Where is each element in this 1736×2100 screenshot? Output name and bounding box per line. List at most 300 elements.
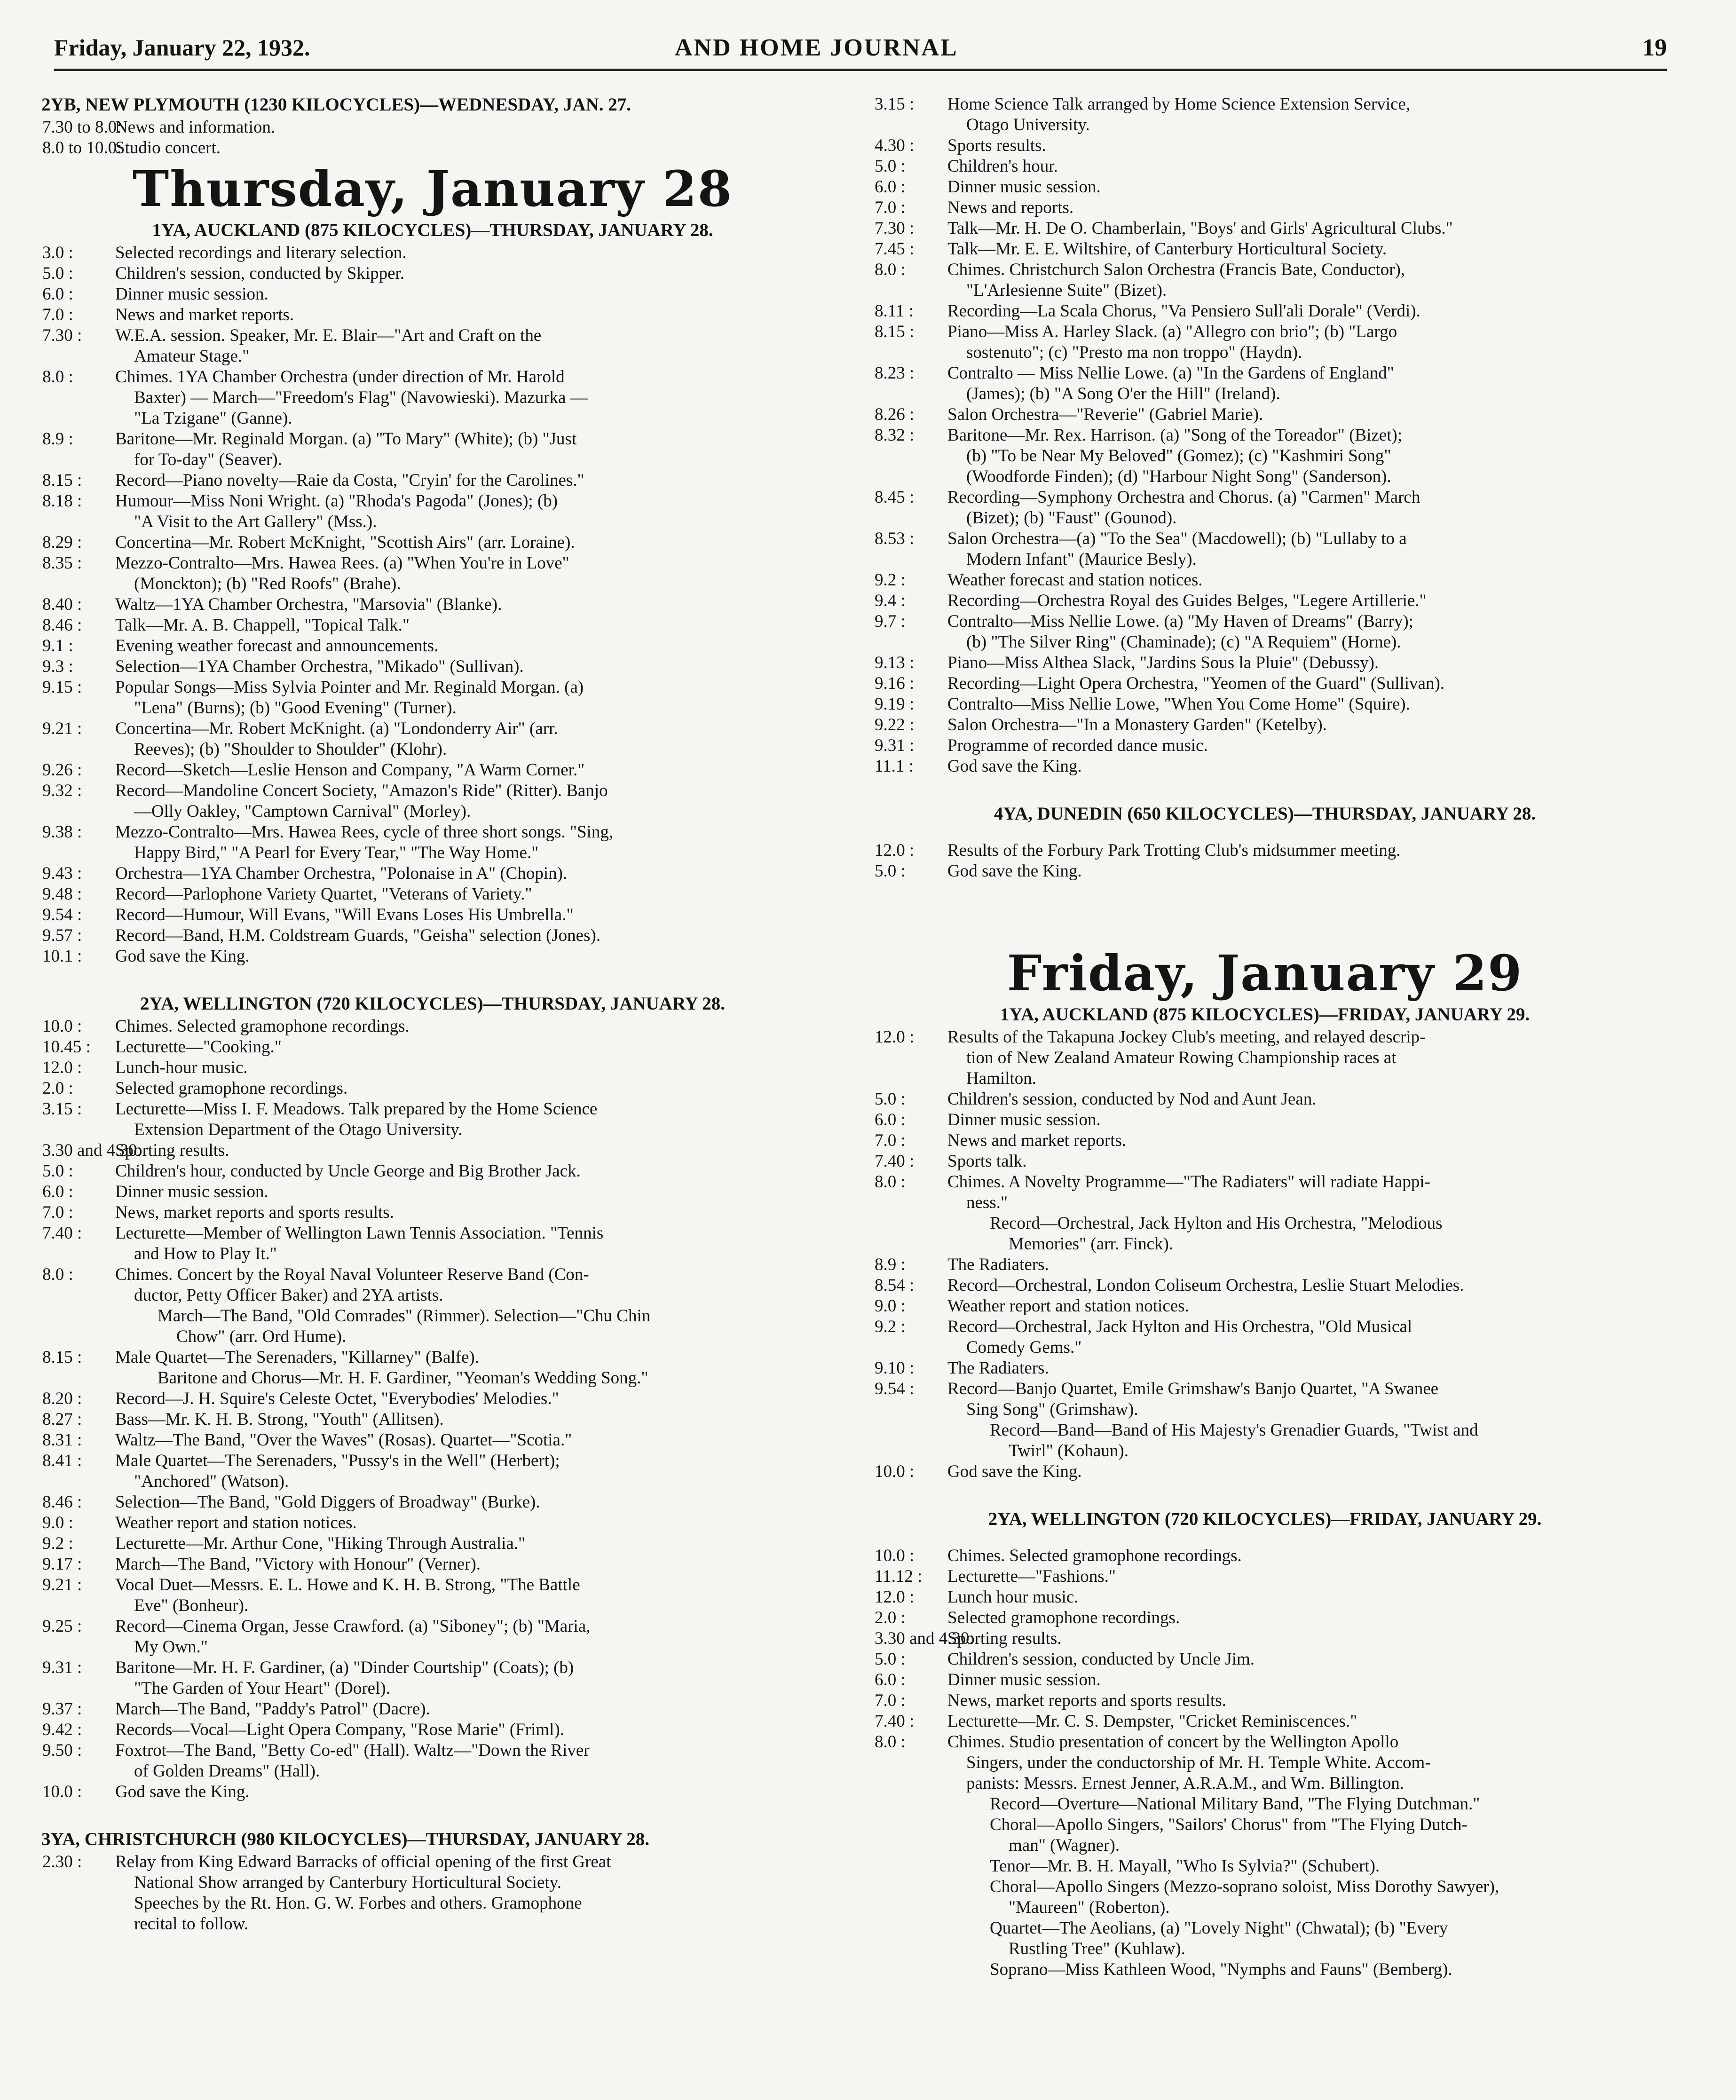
programme-entry — [33, 1347, 832, 1368]
entry-line: Concertina—Mr. Robert McKnight. (a) "Londonderry Air" (arr. — [115, 719, 558, 738]
entry-time: 7.0 : — [42, 305, 73, 324]
entry-description — [947, 1546, 1665, 1566]
entry-line: Lunch-hour music. — [115, 1058, 248, 1077]
entry-description — [947, 239, 1665, 260]
programme-entry — [33, 822, 832, 863]
entry-time: 9.2 : — [875, 570, 906, 590]
programme-entry — [865, 1110, 1665, 1130]
entry-description — [115, 1699, 832, 1720]
entry-description — [947, 570, 1665, 591]
programme-entry — [33, 781, 832, 822]
entry-time: 10.0 : — [875, 1462, 915, 1481]
entry-line: Home Science Talk arranged by Home Science Extension Service, — [947, 95, 1411, 114]
entry-line: Chow" (arr. Ord Hume). — [176, 1327, 347, 1346]
entry-description — [115, 718, 832, 760]
entry-time: 9.37 : — [42, 1699, 82, 1719]
entry-time: 9.48 : — [42, 884, 82, 904]
entry-time: 12.0 : — [875, 1027, 915, 1047]
day-heading: Thursday, January 28 — [132, 160, 733, 218]
programme-entry — [33, 305, 832, 325]
entry-line: News and market reports. — [947, 1131, 1127, 1150]
entry-description — [115, 243, 832, 263]
entry-time: 9.19 : — [875, 695, 915, 714]
entry-time: 8.54 : — [875, 1276, 915, 1295]
entry-description — [115, 1161, 832, 1182]
entry-line: Humour—Miss Noni Wright. (a) "Rhoda's Pagoda" (Jones); (b) — [115, 491, 558, 511]
station-heading: 2YA, WELLINGTON (720 KILOCYCLES)—THURSDAY, JANUARY 28. — [140, 994, 725, 1014]
entry-line: Record—Humour, Will Evans, "Will Evans Loses His Umbrella." — [115, 905, 574, 924]
entry-time: 7.30 to 8.0: — [42, 118, 122, 137]
entry-line: Waltz—1YA Chamber Orchestra, "Marsovia" (Blanke). — [115, 595, 502, 614]
programme-entry — [865, 1296, 1665, 1317]
entry-description — [115, 367, 832, 429]
entry-time: 8.23 : — [875, 363, 915, 383]
entry-time: 7.30 : — [875, 219, 915, 238]
entry-description — [115, 1264, 832, 1306]
entry-time: 8.9 : — [875, 1255, 906, 1274]
entry-line: Speeches by the Rt. Hon. G. W. Forbes and others. Gramophone — [134, 1894, 582, 1913]
entry-line: Choral—Apollo Singers, "Sailors' Chorus" from "The Flying Dutch- — [990, 1815, 1468, 1834]
entry-description — [115, 1223, 832, 1264]
programme-entry — [865, 611, 1665, 653]
entry-time: 12.0 : — [42, 1058, 82, 1077]
entry-description — [947, 1358, 1665, 1379]
programme-entry — [865, 1815, 1665, 1856]
entry-description — [947, 1317, 1665, 1358]
entry-line: Baritone—Mr. H. F. Gardiner, (a) "Dinder Courtship" (Coats); (b) — [115, 1658, 574, 1677]
entry-time — [865, 1815, 947, 1856]
entry-line: Lecturette—Member of Wellington Lawn Tennis Association. "Tennis — [115, 1224, 604, 1243]
entry-line: Chimes. Selected gramophone recordings. — [947, 1546, 1242, 1565]
programme-entry — [33, 138, 832, 158]
entry-time: 8.46 : — [42, 1492, 82, 1512]
entry-line: of Golden Dreams" (Hall). — [134, 1761, 320, 1781]
journal-title: AND HOME JOURNAL — [675, 34, 958, 61]
station-heading: 1YA, AUCKLAND (875 KILOCYCLES)—FRIDAY, JANUARY 29. — [1000, 1004, 1530, 1025]
entry-time: 9.17 : — [42, 1555, 82, 1574]
entry-line: Children's hour. — [947, 157, 1058, 176]
entry-line: News, market reports and sports results. — [115, 1203, 394, 1222]
entry-description — [947, 1089, 1665, 1110]
programme-entry — [33, 1016, 832, 1037]
entry-time: 8.26 : — [875, 405, 915, 424]
programme-entry — [865, 1420, 1665, 1461]
entry-description — [947, 861, 1665, 882]
programme-entry — [865, 1089, 1665, 1110]
programme-entry — [33, 243, 832, 263]
entry-line: (b) "The Silver Ring" (Chaminade); (c) "A Requiem" (Horne). — [966, 632, 1401, 652]
programme-entry — [33, 284, 832, 305]
entry-line: Contralto — Miss Nellie Lowe. (a) "In the Gardens of England" — [947, 363, 1394, 383]
entry-time: 7.30 : — [42, 326, 82, 345]
entry-line: (Woodforde Finden); (d) "Harbour Night Song" (Sanderson). — [966, 467, 1391, 486]
entry-description — [115, 491, 832, 532]
entry-time: 8.0 : — [875, 1172, 906, 1192]
entry-line: Reeves); (b) "Shoulder to Shoulder" (Klohr). — [134, 740, 447, 759]
programme-entry — [865, 1794, 1665, 1815]
programme-entry — [33, 263, 832, 284]
entry-time: 9.2 : — [42, 1534, 73, 1553]
entry-line: Chimes. Christchurch Salon Orchestra (Francis Bate, Conductor), — [947, 260, 1405, 279]
entry-description — [115, 1140, 832, 1161]
entry-line: God save the King. — [947, 757, 1082, 776]
entry-description — [115, 1533, 832, 1554]
programme-entry — [865, 1275, 1665, 1296]
left-column — [33, 94, 832, 1934]
entry-line: and How to Play It." — [134, 1244, 277, 1263]
programme-entry — [865, 1690, 1665, 1711]
entry-time: 9.57 : — [42, 926, 82, 945]
entry-time — [865, 1918, 947, 1959]
entry-description — [947, 1461, 1665, 1482]
entry-description — [115, 553, 832, 594]
entry-time: 9.54 : — [875, 1379, 915, 1398]
entry-time: 6.0 : — [875, 177, 906, 197]
entry-line: Results of the Takapuna Jockey Club's meeting, and relayed descrip- — [947, 1027, 1426, 1047]
entry-line: Record—Piano novelty—Raie da Costa, "Cryin' for the Carolines." — [115, 471, 584, 490]
entry-description — [947, 135, 1665, 156]
entry-line: (b) "To be Near My Beloved" (Gomez); (c) "Kashmiri Song" — [966, 446, 1391, 466]
entry-time: 10.1 : — [42, 947, 82, 966]
entry-line: National Show arranged by Canterbury Horticultural Society. — [134, 1873, 561, 1892]
entry-time: 5.0 : — [875, 157, 906, 176]
entry-line: (Bizet); (b) "Faust" (Gounod). — [966, 508, 1177, 528]
entry-line: "La Tzigane" (Ganne). — [134, 409, 292, 428]
entry-line: Sporting results. — [947, 1629, 1062, 1648]
entry-line: Children's session, conducted by Skipper. — [115, 264, 405, 283]
entry-time: 8.41 : — [42, 1451, 82, 1470]
programme-entry — [33, 1616, 832, 1658]
programme-entry — [865, 1461, 1665, 1482]
programme-entry — [33, 884, 832, 905]
entry-time: 9.21 : — [42, 1575, 82, 1595]
programme-entry — [33, 553, 832, 594]
entry-line: Recording—Light Opera Orchestra, "Yeomen of the Guard" (Sullivan). — [947, 674, 1445, 693]
programme-entry — [865, 715, 1665, 735]
entry-time: 7.40 : — [875, 1712, 915, 1731]
entry-time: 12.0 : — [875, 1587, 915, 1607]
entry-line: Lecturette—"Fashions." — [947, 1567, 1116, 1586]
entry-time: 8.0 : — [875, 260, 906, 279]
entry-description — [947, 1794, 1665, 1815]
entry-time: 5.0 : — [42, 264, 73, 283]
programme-entry — [33, 1058, 832, 1078]
programme-entry — [33, 1264, 832, 1306]
entry-line: Record—Cinema Organ, Jesse Crawford. (a) "Siboney"; (b) "Maria, — [115, 1617, 591, 1636]
entry-description — [947, 425, 1665, 487]
entry-description — [947, 1027, 1665, 1089]
entry-description — [115, 1347, 832, 1368]
entry-time: 9.31 : — [875, 736, 915, 755]
entry-time: 9.16 : — [875, 674, 915, 693]
entry-line: Waltz—The Band, "Over the Waves" (Rosas). Quartet—"Scotia." — [115, 1430, 572, 1450]
page-number: 19 — [1642, 34, 1667, 61]
entry-line: News, market reports and sports results. — [947, 1691, 1226, 1710]
entry-description — [947, 653, 1665, 673]
entry-description — [947, 218, 1665, 239]
entry-description — [947, 1877, 1665, 1918]
issue-date: Friday, January 22, 1932. — [54, 34, 310, 61]
entry-line: March—The Band, "Paddy's Patrol" (Dacre). — [115, 1699, 430, 1719]
entry-line: "Anchored" (Watson). — [134, 1472, 289, 1491]
programme-entry — [865, 1608, 1665, 1628]
programme-entry — [33, 1554, 832, 1575]
programme-entry — [33, 1430, 832, 1451]
entry-description — [115, 1306, 832, 1347]
entry-description — [115, 1368, 832, 1389]
programme-entry — [865, 156, 1665, 177]
programme-entry — [33, 656, 832, 677]
entry-time: 9.3 : — [42, 657, 73, 676]
programme-entry — [865, 1918, 1665, 1959]
entry-line: Eve" (Bonheur). — [134, 1596, 249, 1615]
entry-description — [115, 822, 832, 863]
entry-time: 6.0 : — [42, 284, 73, 304]
entry-time — [33, 1306, 115, 1347]
entry-time: 2.0 : — [42, 1079, 73, 1098]
entry-time — [865, 1420, 947, 1461]
entry-line: —Olly Oakley, "Camptown Carnival" (Morley). — [134, 802, 471, 821]
programme-entry — [865, 1255, 1665, 1275]
entry-description — [947, 1628, 1665, 1649]
entry-description — [115, 1782, 832, 1802]
entry-time: 8.45 : — [875, 488, 915, 507]
entry-line: Programme of recorded dance music. — [947, 736, 1208, 755]
section-spacer — [33, 1802, 832, 1829]
programme-entry — [33, 905, 832, 925]
entry-time: 8.53 : — [875, 529, 915, 548]
entry-line: Dinner music session. — [947, 177, 1101, 197]
programme-entry — [865, 301, 1665, 322]
entry-line: Salon Orchestra—"Reverie" (Gabriel Marie). — [947, 405, 1263, 424]
entry-time: 11.12 : — [875, 1567, 923, 1586]
programme-entry — [33, 1161, 832, 1182]
entry-line: "A Visit to the Art Gallery" (Mss.). — [134, 512, 377, 531]
entry-description — [947, 715, 1665, 735]
entry-description — [115, 1616, 832, 1658]
entry-line: for To-day" (Seaver). — [134, 450, 282, 469]
entry-line: Modern Infant" (Maurice Besly). — [966, 550, 1197, 569]
entry-time: 6.0 : — [875, 1670, 906, 1689]
entry-line: Rustling Tree" (Kuhlaw). — [1009, 1939, 1185, 1958]
entry-line: Twirl" (Kohaun). — [1009, 1441, 1129, 1461]
station-heading: 4YA, DUNEDIN (650 KILOCYCLES)—THURSDAY, JANUARY 28. — [994, 804, 1536, 824]
entry-description — [115, 1658, 832, 1699]
entry-description — [947, 1213, 1665, 1255]
entry-time: 5.0 : — [42, 1161, 73, 1181]
entry-description — [115, 138, 832, 158]
programme-entry — [33, 491, 832, 532]
programme-entry — [33, 1202, 832, 1223]
entry-line: Lecturette—"Cooking." — [115, 1037, 282, 1057]
entry-line: Weather report and station notices. — [115, 1513, 357, 1532]
entry-description — [115, 884, 832, 905]
entry-description — [115, 532, 832, 553]
entry-time: 10.0 : — [42, 1017, 82, 1036]
entry-time: 8.27 : — [42, 1410, 82, 1429]
programme-entry — [33, 117, 832, 138]
entry-line: Record—Sketch—Leslie Henson and Company, "A Warm Corner." — [115, 760, 585, 780]
programme-entry — [865, 1856, 1665, 1877]
entry-line: Selected recordings and literary selection. — [115, 243, 407, 262]
programme-entry — [33, 1852, 832, 1934]
programme-entry — [865, 1151, 1665, 1172]
entry-line: March—The Band, "Old Comrades" (Rimmer). Selection—"Chu Chin — [158, 1306, 651, 1326]
entry-line: Relay from King Edward Barracks of official opening of the first Great — [115, 1852, 611, 1871]
entry-time: 8.40 : — [42, 595, 82, 614]
entry-time: 9.54 : — [42, 905, 82, 924]
programme-entry — [33, 1782, 832, 1802]
entry-description — [115, 863, 832, 884]
programme-entry — [33, 470, 832, 491]
entry-line: Evening weather forecast and announcements. — [115, 636, 439, 655]
programme-entry — [33, 1182, 832, 1202]
section-spacer — [865, 1482, 1665, 1508]
programme-entry — [33, 946, 832, 967]
entry-description — [947, 363, 1665, 404]
entry-description — [115, 656, 832, 677]
programme-entry — [865, 135, 1665, 156]
entry-line: ductor, Petty Officer Baker) and 2YA artists. — [134, 1286, 443, 1305]
entry-time: 3.15 : — [42, 1099, 82, 1119]
entry-line: Concertina—Mr. Robert McKnight, "Scottish Airs" (arr. Loraine). — [115, 533, 575, 552]
programme-entry — [33, 532, 832, 553]
entry-line: "Maureen" (Roberton). — [1009, 1898, 1170, 1917]
entry-line: Talk—Mr. H. De O. Chamberlain, "Boys' and Girls' Agricultural Clubs." — [947, 219, 1453, 238]
entry-line: Record—Parlophone Variety Quartet, "Veterans of Variety." — [115, 884, 532, 904]
entry-line: Dinner music session. — [115, 284, 268, 304]
entry-time: 4.30 : — [875, 136, 915, 155]
entry-description — [947, 1856, 1665, 1877]
entry-description — [115, 1182, 832, 1202]
entry-description — [947, 1732, 1665, 1794]
entry-time: 8.18 : — [42, 491, 82, 511]
entry-line: Mezzo-Contralto—Mrs. Hawea Rees, cycle of three short songs. "Sing, — [115, 822, 614, 842]
entry-line: Male Quartet—The Serenaders, "Killarney" (Balfe). — [115, 1348, 480, 1367]
entry-line: God save the King. — [947, 1462, 1082, 1481]
entry-line: Chimes. Selected gramophone recordings. — [115, 1017, 410, 1036]
entry-time: 9.21 : — [42, 719, 82, 738]
programme-entry — [865, 1213, 1665, 1255]
entry-line: Chimes. Studio presentation of concert by the Wellington Apollo — [947, 1732, 1399, 1752]
entry-line: Male Quartet—The Serenaders, "Pussy's in the Well" (Herbert); — [115, 1451, 560, 1470]
programme-entry — [33, 1306, 832, 1347]
programme-entry — [865, 1546, 1665, 1566]
entry-line: Mezzo-Contralto—Mrs. Hawea Rees. (a) "When You're in Love" — [115, 553, 569, 573]
section-spacer — [865, 826, 1665, 840]
programme-entry — [865, 1649, 1665, 1670]
entry-description — [947, 735, 1665, 756]
entry-description — [947, 1566, 1665, 1587]
entry-line: Talk—Mr. E. E. Wiltshire, of Canterbury Horticultural Society. — [947, 239, 1387, 259]
entry-time: 5.0 : — [875, 861, 906, 881]
programme-entry — [33, 925, 832, 946]
entry-line: Record—J. H. Squire's Celeste Octet, "Everybodies' Melodies." — [115, 1389, 559, 1408]
entry-line: man" (Wagner). — [1009, 1836, 1120, 1855]
entry-line: Singers, under the conductorship of Mr. H. Temple White. Accom- — [966, 1753, 1431, 1772]
entry-line: Sports talk. — [947, 1152, 1027, 1171]
entry-description — [115, 117, 832, 138]
entry-time: 9.2 : — [875, 1317, 906, 1336]
entry-line: Bass—Mr. K. H. B. Strong, "Youth" (Allitsen). — [115, 1410, 444, 1429]
entry-description — [115, 925, 832, 946]
entry-line: Weather forecast and station notices. — [947, 570, 1203, 590]
programme-entry — [865, 840, 1665, 861]
station-heading: 1YA, AUCKLAND (875 KILOCYCLES)—THURSDAY, JANUARY 28. — [152, 220, 713, 240]
entry-line: Contralto—Miss Nellie Lowe, "When You Come Home" (Squire). — [947, 695, 1410, 714]
programme-entry — [33, 677, 832, 718]
entry-line: Vocal Duet—Messrs. E. L. Howe and K. H. B. Strong, "The Battle — [115, 1575, 580, 1595]
entry-line: Orchestra—1YA Chamber Orchestra, "Polonaise in A" (Chopin). — [115, 864, 568, 883]
entry-line: Amateur Stage." — [134, 347, 250, 366]
entry-line: Sporting results. — [115, 1141, 229, 1160]
entry-line: Lecturette—Miss I. F. Meadows. Talk prepared by the Home Science — [115, 1099, 598, 1119]
entry-time — [865, 1959, 947, 1980]
programme-entry — [865, 1379, 1665, 1420]
programme-entry — [33, 1140, 832, 1161]
entry-line: My Own." — [134, 1637, 208, 1657]
entry-description — [115, 1058, 832, 1078]
programme-entry — [33, 1368, 832, 1389]
entry-line: Results of the Forbury Park Trotting Club's midsummer meeting. — [947, 841, 1401, 860]
entry-time: 3.30 and 4.30: — [875, 1629, 974, 1648]
programme-entry — [865, 529, 1665, 570]
entry-line: Popular Songs—Miss Sylvia Pointer and Mr. Reginald Morgan. (a) — [115, 678, 584, 697]
entry-description — [115, 284, 832, 305]
entry-line: Hamilton. — [966, 1069, 1037, 1088]
entry-description — [115, 781, 832, 822]
masthead — [54, 32, 1667, 71]
programme-entry — [865, 1628, 1665, 1649]
entry-time: 9.7 : — [875, 612, 906, 631]
programme-entry — [33, 1699, 832, 1720]
entry-line: Otago University. — [966, 115, 1090, 134]
entry-description — [115, 615, 832, 636]
entry-line: Selected gramophone recordings. — [947, 1608, 1180, 1627]
entry-time: 8.9 : — [42, 429, 73, 449]
entry-line: Contralto—Miss Nellie Lowe. (a) "My Haven of Dreams" (Barry); — [947, 612, 1413, 631]
programme-entry — [33, 615, 832, 636]
entry-time: 8.0 : — [42, 367, 73, 387]
programme-entry — [33, 1575, 832, 1616]
entry-line: Children's session, conducted by Nod and Aunt Jean. — [947, 1089, 1317, 1109]
entry-time: 10.0 : — [875, 1546, 915, 1565]
entry-line: Record—Orchestral, Jack Hylton and His Orchestra, "Melodious — [990, 1214, 1443, 1233]
entry-time: 8.31 : — [42, 1430, 82, 1450]
entry-line: Dinner music session. — [115, 1182, 268, 1201]
entry-description — [947, 1130, 1665, 1151]
section-spacer — [33, 967, 832, 993]
entry-time: 7.40 : — [875, 1152, 915, 1171]
programme-entry — [865, 1130, 1665, 1151]
programme-entry — [865, 425, 1665, 487]
entry-time: 7.0 : — [875, 1691, 906, 1710]
entry-time: 8.0 : — [42, 1265, 73, 1284]
section-spacer — [865, 1532, 1665, 1546]
day-heading: Friday, January 29 — [1007, 944, 1523, 1002]
programme-entry — [865, 260, 1665, 301]
entry-line: Selection—The Band, "Gold Diggers of Broadway" (Burke). — [115, 1492, 540, 1512]
entry-description — [947, 177, 1665, 197]
programme-entry — [33, 1099, 832, 1140]
entry-line: recital to follow. — [134, 1914, 249, 1934]
entry-line: God save the King. — [947, 861, 1082, 881]
programme-entry — [33, 1720, 832, 1740]
entry-description — [115, 677, 832, 718]
entry-description — [115, 470, 832, 491]
entry-description — [115, 305, 832, 325]
entry-time — [33, 1368, 115, 1389]
